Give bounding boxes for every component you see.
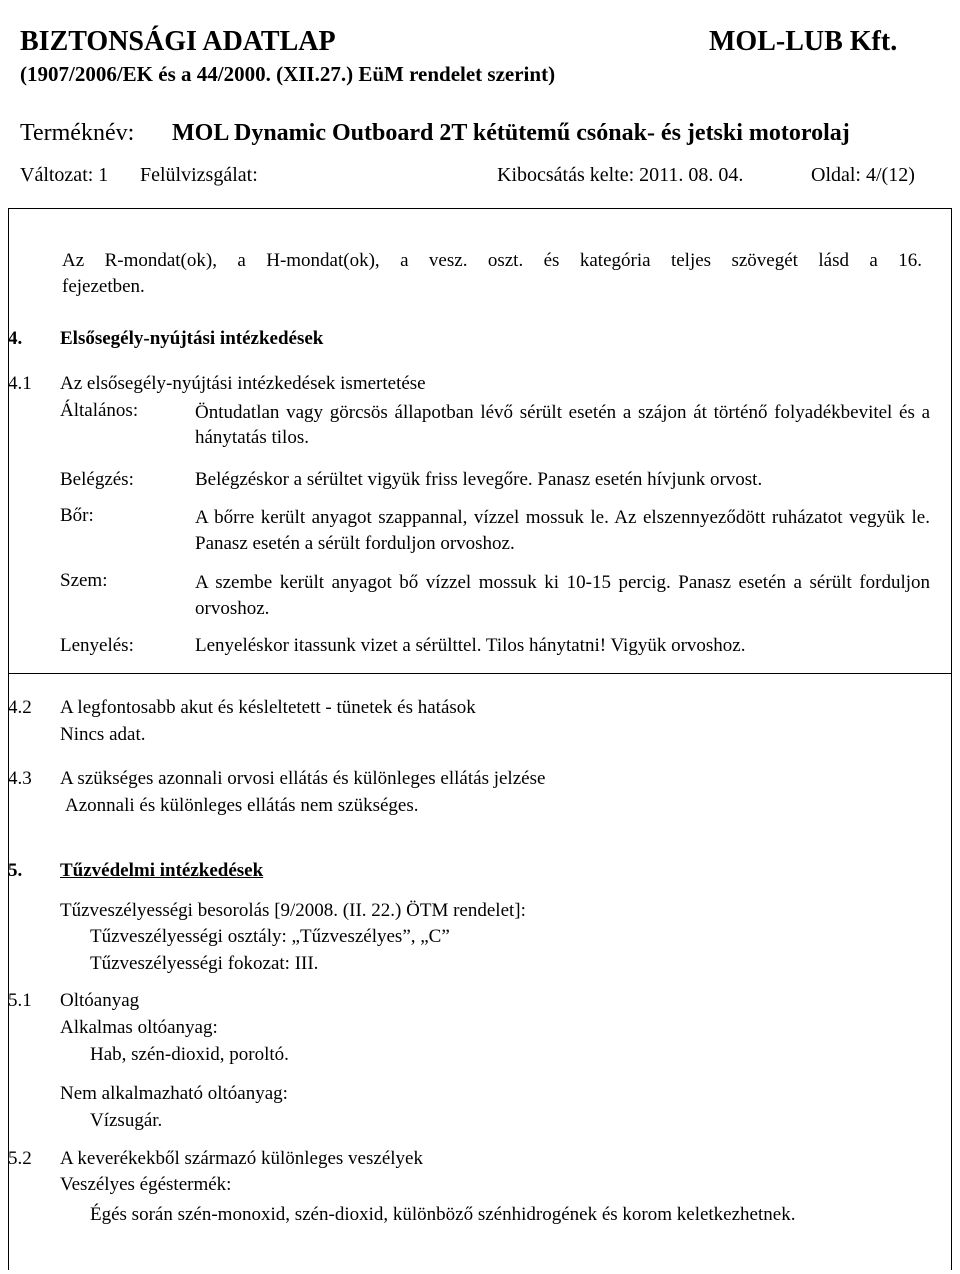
section-5-1-number: 5.1 [8,990,32,1011]
unsuitable-media: Vízsugár. [90,1110,163,1131]
section-4-3-number: 4.3 [8,768,32,789]
product-name: MOL Dynamic Outboard 2T kétütemű csónak- és jetski motorolaj [172,120,850,146]
fire-class: Tűzveszélyességi osztály: „Tűzveszélyes”, „C” [90,926,450,947]
page-number: Oldal: 4/(12) [811,164,915,186]
right-border [951,208,952,1270]
skin-text: A bőrre került anyagot szappannal, vízzel mossuk le. Az elszennyeződött ruházatot vegyük le. Panasz esetén a sérült forduljon orvoshoz. [195,507,930,554]
product-label: Terméknév: [20,120,135,146]
section-4-2-number: 4.2 [8,697,32,718]
section-4-number: 4. [8,328,23,349]
document-title: BIZTONSÁGI ADATLAP [20,26,336,57]
company-name: MOL-LUB Kft. [709,26,898,57]
general-text: Öntudatlan vagy görcsös állapotban lévő sérült esetén a szájon át történő folyadékbevitel és a hánytatás tilos. [195,402,930,448]
eye-text: A szembe került anyagot bő vízzel mossuk ki 10-15 percig. Panasz esetén a sérült forduljon orvoshoz. [195,572,930,619]
general-label: Általános: [60,400,139,421]
section-4-3-text: Azonnali és különleges ellátás nem szükséges. [65,795,419,816]
section-5-2-number: 5.2 [8,1148,32,1169]
section-5-1-title: Oltóanyag [60,990,140,1011]
header-divider [8,208,952,209]
section-4-1-title: Az elsősegély-nyújtási intézkedések ismertetése [60,373,426,394]
ingestion-label: Lenyelés: [60,635,134,656]
intro-line-1: Az R-mondat(ok), a H-mondat(ok), a vesz. oszt. és kategória teljes szövegét lásd a 16. [62,250,922,271]
section-4-1-number: 4.1 [8,373,32,394]
ingestion-text: Lenyeléskor itassunk vizet a sérülttel. Tilos hánytatni! Vigyük orvoshoz. [195,635,746,656]
section-5-2-title: A keverékekből származó különleges veszélyek [60,1148,423,1169]
section-4-1-divider [8,673,952,674]
fire-degree: Tűzveszélyességi fokozat: III. [90,953,319,974]
regulation-reference: (1907/2006/EK és a 44/2000. (XII.27.) EüM rendelet szerint) [20,62,556,86]
section-4-title: Elsősegély-nyújtási intézkedések [60,328,324,349]
skin-label: Bőr: [60,505,94,526]
combustion-products-text: Égés során szén-monoxid, szén-dioxid, különböző szénhidrogének és korom keletkezhetnek. [90,1204,796,1225]
section-4-3-title: A szükséges azonnali orvosi ellátás és különleges ellátás jelzése [60,768,546,789]
section-4-2-title: A legfontosabb akut és késleltetett - tünetek és hatások [60,697,476,718]
section-4-2-text: Nincs adat. [60,724,146,745]
intro-line-2: fejezetben. [62,276,145,297]
combustion-products-label: Veszélyes égéstermék: [60,1174,232,1195]
suitable-media: Hab, szén-dioxid, poroltó. [90,1044,289,1065]
suitable-media-label: Alkalmas oltóanyag: [60,1017,218,1038]
review-label: Felülvizsgálat: [140,164,258,186]
inhalation-label: Belégzés: [60,469,134,490]
unsuitable-media-label: Nem alkalmazható oltóanyag: [60,1083,288,1104]
version: Változat: 1 [20,164,109,186]
inhalation-text: Belégzéskor a sérültet vigyük friss levegőre. Panasz esetén hívjunk orvost. [195,469,763,490]
section-5-number: 5. [8,860,23,881]
eye-label: Szem: [60,570,108,591]
left-border [8,208,9,1270]
fire-classification: Tűzveszélyességi besorolás [9/2008. (II. 22.) ÖTM rendelet]: [60,900,526,921]
issue-date: Kibocsátás kelte: 2011. 08. 04. [497,164,744,186]
section-5-title: Tűzvédelmi intézkedések [60,860,264,881]
